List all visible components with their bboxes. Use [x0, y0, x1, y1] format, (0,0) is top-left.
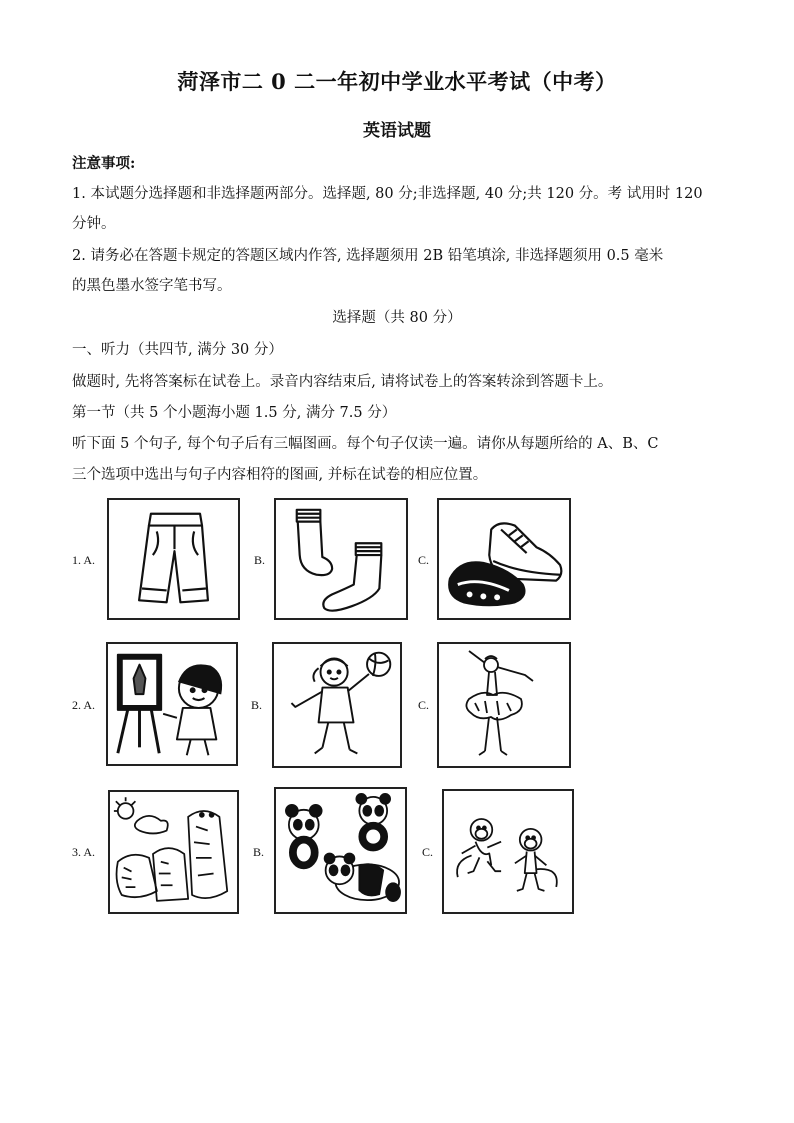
part1-heading: 一、听力（共四节, 满分 30 分） — [72, 342, 283, 358]
notice-item-2-line-2: 的黑色墨水签字笔书写。 — [72, 278, 232, 294]
monkeys-icon — [444, 791, 572, 912]
notice-item-2-line-1: 2. 请务必在答题卡规定的答题区域内作答, 选择题须用 2B 铅笔填涂, 非选择题须用 0.5 毫米 — [72, 248, 664, 264]
question-3-option-a[interactable] — [108, 790, 239, 914]
page-title: 菏泽市二 0 二一年初中学业水平考试（中考） — [177, 69, 617, 94]
notice-item-1-line-2: 分钟。 — [72, 216, 116, 232]
question-1-option-c-label: C. — [418, 553, 430, 567]
question-3-option-c-label: C. — [422, 845, 434, 859]
question-2-option-c[interactable] — [437, 642, 571, 768]
girl-volleyball-icon — [274, 644, 400, 766]
sub1-instruction-line-2: 三个选项中选出与句子内容相符的图画, 并标在试卷的相应位置。 — [72, 467, 488, 483]
question-3-option-c[interactable] — [442, 789, 574, 914]
question-2-option-a[interactable] — [106, 642, 238, 766]
socks-icon — [276, 500, 406, 618]
question-2-option-c-label: C. — [418, 698, 430, 712]
subsection1-heading: 第一节（共 5 个小题海小题 1.5 分, 满分 7.5 分） — [72, 405, 397, 421]
question-1-option-c[interactable] — [437, 498, 571, 620]
shorts-icon — [109, 500, 238, 618]
tigers-icon — [110, 792, 237, 912]
girl-painting-icon — [108, 644, 236, 764]
question-1-option-a[interactable] — [107, 498, 240, 620]
ballerina-icon — [439, 644, 569, 766]
question-1-option-b-label: B. — [254, 553, 266, 567]
pandas-icon — [276, 789, 405, 912]
sub1-instruction-line-1: 听下面 5 个句子, 每个句子后有三幅图画。每个句子仅读一遍。请你从每题所给的 A、B、C — [72, 436, 659, 452]
question-2-option-b[interactable] — [272, 642, 402, 768]
question-3-option-b[interactable] — [274, 787, 407, 914]
section-heading: 选择题（共 80 分） — [332, 310, 462, 326]
part1-instruction: 做题时, 先将答案标在试卷上。录音内容结束后, 请将试卷上的答案转涂到答题卡上。 — [72, 374, 613, 390]
page-subtitle: 英语试题 — [363, 121, 431, 141]
question-1-option-b[interactable] — [274, 498, 408, 620]
question-3-label: 3. A. — [72, 845, 96, 859]
notice-heading: 注意事项: — [72, 155, 136, 172]
question-1-label: 1. A. — [72, 553, 96, 567]
question-2-option-b-label: B. — [251, 698, 263, 712]
sneakers-icon — [439, 500, 569, 618]
notice-item-1-line-1: 1. 本试题分选择题和非选择题两部分。选择题, 80 分;非选择题, 40 分;共 120 分。考 试用时 120 — [72, 186, 703, 202]
question-3-option-b-label: B. — [253, 845, 265, 859]
question-2-label: 2. A. — [72, 698, 96, 712]
